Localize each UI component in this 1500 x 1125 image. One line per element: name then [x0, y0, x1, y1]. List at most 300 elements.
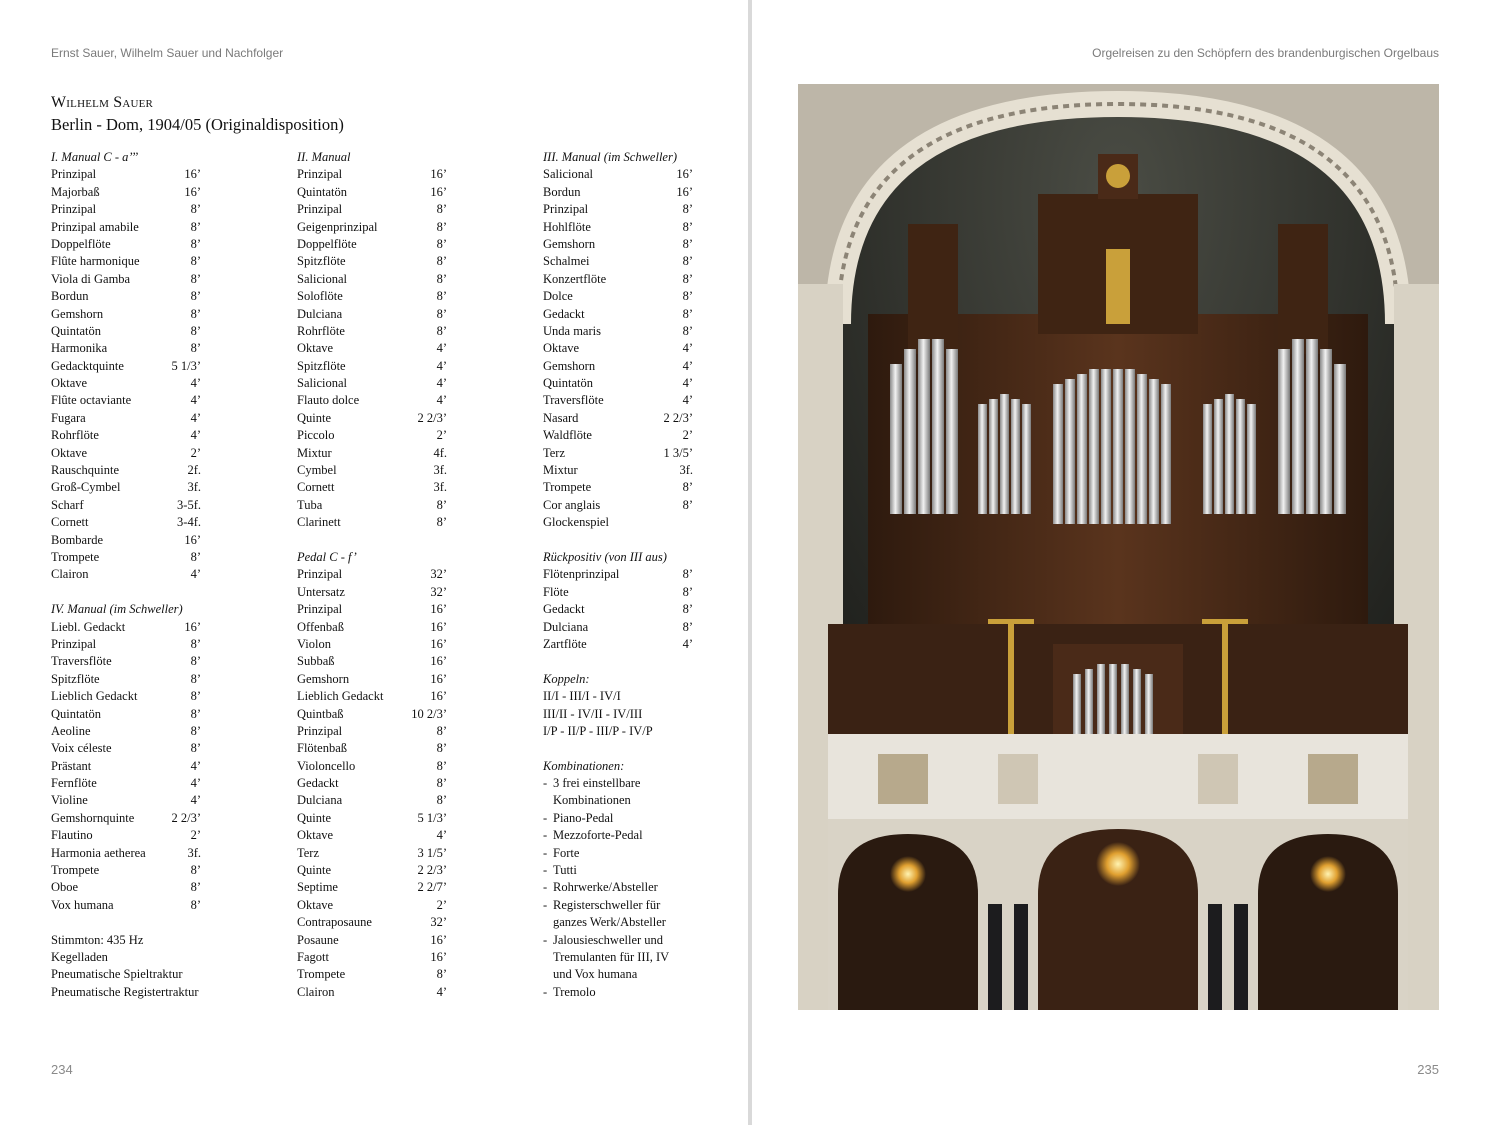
stop-row [543, 236, 693, 253]
pipe [946, 349, 958, 514]
stop-pitch: 4’ [436, 341, 447, 356]
manual-4-stops [51, 619, 201, 915]
stop-name: Zartflöte [543, 636, 587, 651]
stop-pitch: 8’ [190, 723, 201, 738]
pedal-title: Pedal C - f’ [297, 549, 357, 564]
stop-name: Posaune [297, 932, 339, 947]
stop-pitch: 8’ [190, 897, 201, 912]
stop-name: Quintatön [51, 706, 101, 721]
stop-row [543, 392, 693, 409]
kombinationen-title: Kombinationen: [543, 758, 625, 773]
stop-pitch: 16’ [676, 167, 693, 182]
stop-name: Flautino [51, 828, 93, 843]
marble-panel [878, 754, 928, 804]
pipe [918, 339, 930, 514]
pedal-stops [297, 566, 447, 1001]
stop-row [51, 375, 201, 392]
stop-pitch: 4’ [190, 393, 201, 408]
stop-pitch: 16’ [430, 932, 447, 947]
koppeln-title: Koppeln: [543, 671, 590, 686]
stop-name: Prinzipal [297, 567, 343, 582]
stop-pitch: 4’ [682, 358, 693, 373]
combination-text: Kombinationen [553, 793, 631, 808]
stop-row [297, 827, 447, 844]
stop-name: Doppelflöte [297, 236, 357, 251]
stop-name: Clarinett [297, 515, 341, 530]
stop-row [51, 671, 201, 688]
stop-pitch: 4f. [433, 445, 447, 460]
pipe [1125, 369, 1135, 524]
stop-row [543, 340, 693, 357]
stop-row [297, 219, 447, 236]
stop-pitch: 8’ [682, 323, 693, 338]
stop-pitch: 2 2/3’ [663, 410, 693, 425]
stop-pitch: 1 3/5’ [663, 445, 693, 460]
stop-name: Gemshorn [543, 236, 596, 251]
stop-pitch: 8’ [682, 289, 693, 304]
combination-line [543, 810, 693, 827]
stop-name: Quintatön [543, 376, 593, 391]
stop-row [51, 723, 201, 740]
stop-pitch: 4’ [436, 376, 447, 391]
column-1 [51, 149, 201, 1001]
page-number-left: 234 [51, 1062, 73, 1077]
combination-line [543, 897, 693, 914]
stop-row [297, 201, 447, 218]
pipe [1101, 369, 1111, 524]
stop-pitch: 8’ [436, 758, 447, 773]
stop-row [51, 253, 201, 270]
stop-name: Flûte harmonique [51, 254, 140, 269]
stop-pitch: 8’ [436, 202, 447, 217]
kombinationen-lines [543, 775, 693, 1001]
stop-name: Liebl. Gedackt [51, 619, 126, 634]
stop-pitch: 8’ [436, 306, 447, 321]
text-line: Stimmton: 435 Hz [51, 932, 144, 947]
column-dark [1234, 904, 1248, 1010]
combination-line [543, 845, 693, 862]
stop-row [297, 810, 447, 827]
pipe [1053, 384, 1063, 524]
stop-name: Clairon [297, 984, 335, 999]
stop-name: Vox humana [51, 897, 114, 912]
stop-pitch: 8’ [436, 741, 447, 756]
stop-pitch: 8’ [436, 723, 447, 738]
stop-name: Dulciana [297, 306, 343, 321]
stop-name: Oktave [297, 341, 334, 356]
spacer [51, 584, 201, 601]
stop-name: Dolce [543, 289, 573, 304]
list-dash [543, 792, 553, 809]
page-number-right: 235 [1417, 1062, 1439, 1077]
stop-pitch: 16’ [430, 167, 447, 182]
stop-pitch: 3-5f. [177, 497, 201, 512]
stop-name: Scharf [51, 497, 84, 512]
stop-pitch: 8’ [436, 967, 447, 982]
stop-row [543, 619, 693, 636]
stop-name: Fugara [51, 410, 86, 425]
stop-name: Spitzflöte [51, 671, 100, 686]
stop-name: Spitzflöte [297, 254, 346, 269]
list-dash: - [543, 828, 548, 843]
stop-row [51, 219, 201, 236]
stop-pitch: 8’ [682, 254, 693, 269]
stop-row [51, 271, 201, 288]
combination-text: Tremolo [553, 984, 596, 999]
stop-row [543, 462, 693, 479]
stop-name: Konzertflöte [543, 271, 607, 286]
stop-name: Harmonia aetherea [51, 845, 146, 860]
stop-name: Cymbel [297, 463, 337, 478]
combination-text: 3 frei einstellbare [553, 776, 641, 791]
pipe [890, 364, 902, 514]
stop-pitch: 3f. [679, 463, 693, 478]
stop-pitch: 8’ [436, 515, 447, 530]
stop-row [51, 323, 201, 340]
stop-pitch: 8’ [190, 219, 201, 234]
combination-text: ganzes Werk/Absteller [553, 915, 666, 930]
pipe [1247, 404, 1256, 514]
stop-name: Prinzipal [297, 167, 343, 182]
stop-name: Salicional [297, 271, 347, 286]
stop-name: Doppelflöte [51, 236, 111, 251]
stop-name: Quinte [297, 810, 332, 825]
stop-name: Waldflöte [543, 428, 592, 443]
stop-row [543, 184, 693, 201]
pipe [989, 399, 998, 514]
stop-pitch: 8’ [436, 236, 447, 251]
stop-pitch: 8’ [682, 584, 693, 599]
stop-pitch: 16’ [184, 532, 201, 547]
pipe [1278, 349, 1290, 514]
stop-pitch: 8’ [190, 306, 201, 321]
text-line: Pneumatische Spieltraktur [51, 967, 183, 982]
stop-pitch: 4’ [682, 393, 693, 408]
stop-pitch: 8’ [190, 202, 201, 217]
stop-row [51, 810, 201, 827]
column-3 [543, 149, 693, 1001]
stop-row [543, 601, 693, 618]
stop-name: Oboe [51, 880, 79, 895]
manual-3-stops [543, 166, 693, 531]
candelabra-arm [1202, 619, 1248, 624]
stop-row [51, 184, 201, 201]
stop-name: Prinzipal [297, 602, 343, 617]
stop-name: Fernflöte [51, 776, 97, 791]
stop-row [51, 862, 201, 879]
stop-row [51, 653, 201, 670]
manual-2-stops [297, 166, 447, 531]
pipe [1149, 379, 1159, 524]
stop-pitch: 8’ [682, 602, 693, 617]
stop-row [297, 392, 447, 409]
stop-pitch: 16’ [430, 602, 447, 617]
stop-row [543, 497, 693, 514]
organ-builder: Wilhelm Sauer [51, 94, 154, 111]
pipe [1137, 374, 1147, 524]
stop-row [543, 166, 693, 183]
stop-name: Glockenspiel [543, 515, 609, 530]
list-dash [543, 914, 553, 931]
pipe [1022, 404, 1031, 514]
stop-row [543, 427, 693, 444]
stop-name: Salicional [297, 376, 347, 391]
stop-name: Subbaß [297, 654, 335, 669]
pipe [1225, 394, 1234, 514]
stop-row [297, 445, 447, 462]
combination-line [543, 775, 693, 792]
stop-name: Violoncello [297, 758, 356, 773]
stop-pitch: 16’ [676, 184, 693, 199]
rueckpositiv-stops [543, 566, 693, 653]
pipe [1065, 379, 1075, 524]
stop-row [51, 706, 201, 723]
stop-row [51, 879, 201, 896]
stop-row [543, 445, 693, 462]
stop-row [51, 688, 201, 705]
stop-pitch: 5 1/3’ [171, 358, 201, 373]
stop-row [297, 271, 447, 288]
stop-name: Quintatön [51, 323, 101, 338]
stop-row [51, 166, 201, 183]
stop-pitch: 2 2/3’ [417, 863, 447, 878]
stop-name: Traversflöte [543, 393, 604, 408]
combination-line [543, 862, 693, 879]
stop-row [297, 427, 447, 444]
stop-row [51, 479, 201, 496]
stop-pitch: 16’ [430, 636, 447, 651]
stop-name: Flauto dolce [297, 393, 360, 408]
stop-row [51, 201, 201, 218]
pipe [1089, 369, 1099, 524]
stop-row [51, 340, 201, 357]
stop-name: Cornett [297, 480, 335, 495]
stop-row [543, 271, 693, 288]
combination-line [543, 827, 693, 844]
stop-pitch: 8’ [190, 706, 201, 721]
manual-2-title: II. Manual [297, 150, 351, 164]
stop-row [297, 688, 447, 705]
list-dash: - [543, 776, 548, 791]
stop-pitch: 8’ [682, 219, 693, 234]
stop-pitch: 8’ [682, 480, 693, 495]
stop-row [297, 236, 447, 253]
marble-panel [1198, 754, 1238, 804]
stop-name: Nasard [543, 410, 579, 425]
stop-name: Septime [297, 880, 338, 895]
pipe [1236, 399, 1245, 514]
stop-row [297, 792, 447, 809]
list-dash: - [543, 863, 548, 878]
stop-row [51, 236, 201, 253]
stop-pitch: 2’ [436, 428, 447, 443]
pipe [1292, 339, 1304, 514]
stop-name: Rohrflöte [297, 323, 345, 338]
stop-pitch: 16’ [430, 654, 447, 669]
stop-name: Hohlflöte [543, 219, 591, 234]
stop-name: Traversflöte [51, 654, 112, 669]
chandelier-left [890, 856, 926, 892]
stop-row [543, 410, 693, 427]
stop-name: Quintbaß [297, 706, 344, 721]
stop-row [51, 619, 201, 636]
stop-row [51, 845, 201, 862]
list-dash [543, 949, 553, 966]
stop-name: Untersatz [297, 584, 345, 599]
chandelier-center [1096, 842, 1140, 886]
stop-pitch: 32’ [430, 567, 447, 582]
stop-name: Flöte [543, 584, 569, 599]
stop-pitch: 16’ [184, 167, 201, 182]
stop-name: Rohrflöte [51, 428, 99, 443]
stop-row [543, 201, 693, 218]
chandelier-right [1310, 856, 1346, 892]
stop-row [543, 253, 693, 270]
column-dark [988, 904, 1002, 1010]
stop-name: Dulciana [297, 793, 343, 808]
organ-title: Berlin - Dom, 1904/05 (Originaldisposition) [51, 115, 344, 134]
stop-row [543, 323, 693, 340]
stop-name: Gemshorn [51, 306, 104, 321]
stop-name: Quintatön [297, 184, 347, 199]
stop-row [297, 497, 447, 514]
stop-row [51, 792, 201, 809]
stop-name: Prinzipal [51, 636, 97, 651]
stop-name: Gemshorn [297, 671, 350, 686]
stop-row [51, 549, 201, 566]
stop-row [543, 219, 693, 236]
stop-pitch: 8’ [436, 497, 447, 512]
pipe [1203, 404, 1212, 514]
stop-row [51, 288, 201, 305]
stop-name: Offenbaß [297, 619, 344, 634]
stop-row [297, 288, 447, 305]
stop-row [51, 740, 201, 757]
stop-name: Quinte [297, 410, 332, 425]
stop-pitch: 16’ [430, 949, 447, 964]
stop-pitch: 8’ [190, 863, 201, 878]
text-line: II/I - III/I - IV/I [543, 689, 621, 704]
stop-row [543, 358, 693, 375]
stop-row [297, 706, 447, 723]
stop-row [51, 514, 201, 531]
combination-line [543, 966, 693, 983]
stop-row [297, 862, 447, 879]
manual-4-title: IV. Manual (im Schweller) [51, 602, 183, 617]
stop-name: Salicional [543, 167, 593, 182]
stop-pitch: 3-4f. [177, 515, 201, 530]
stop-name: Flötenbaß [297, 741, 347, 756]
stop-row [51, 392, 201, 409]
stop-name: Geigenprinzipal [297, 219, 378, 234]
combination-line [543, 879, 693, 896]
stop-pitch: 4’ [436, 358, 447, 373]
list-dash: - [543, 845, 548, 860]
stop-pitch: 8’ [436, 219, 447, 234]
stop-name: Piccolo [297, 428, 335, 443]
stop-name: Prinzipal [51, 202, 97, 217]
stop-name: Bordun [51, 289, 89, 304]
stop-pitch: 4’ [682, 636, 693, 651]
marble-panel [998, 754, 1038, 804]
stop-pitch: 5 1/3’ [417, 810, 447, 825]
stop-row [543, 479, 693, 496]
stop-name: Flötenprinzipal [543, 567, 620, 582]
stop-pitch: 8’ [436, 776, 447, 791]
stop-name: Harmonika [51, 341, 108, 356]
stop-pitch: 8’ [682, 271, 693, 286]
stop-name: Oktave [51, 376, 88, 391]
stop-row [297, 462, 447, 479]
stop-name: Flûte octaviante [51, 393, 132, 408]
left-page [0, 0, 748, 1125]
stop-row [297, 323, 447, 340]
stop-name: Prinzipal [297, 723, 343, 738]
stop-name: Gedackt [543, 602, 585, 617]
stop-pitch: 4’ [436, 393, 447, 408]
stop-name: Gedacktquinte [51, 358, 124, 373]
stop-name: Fagott [297, 949, 329, 964]
stop-pitch: 4’ [682, 341, 693, 356]
list-dash: - [543, 984, 548, 999]
stop-row [297, 914, 447, 931]
stop-row [297, 601, 447, 618]
stop-pitch: 16’ [430, 689, 447, 704]
stop-name: Prinzipal [297, 202, 343, 217]
stop-name: Cornett [51, 515, 89, 530]
stop-row [51, 636, 201, 653]
manual-1-stops [51, 166, 201, 583]
right-tower-top [1278, 224, 1328, 354]
stop-pitch: 3f. [433, 463, 447, 478]
stop-row [297, 897, 447, 914]
stop-row [297, 253, 447, 270]
stop-name: Viola di Gamba [51, 271, 131, 286]
stop-pitch: 8’ [190, 880, 201, 895]
stop-name: Tuba [297, 497, 323, 512]
pipe [1113, 369, 1123, 524]
stop-name: Lieblich Gedackt [297, 689, 384, 704]
stop-row [297, 479, 447, 496]
stop-row [51, 462, 201, 479]
stop-name: Quinte [297, 863, 332, 878]
stop-row [297, 758, 447, 775]
stop-pitch: 2’ [682, 428, 693, 443]
stop-pitch: 2 2/3’ [171, 810, 201, 825]
stop-name: Terz [297, 845, 320, 860]
stop-row [297, 306, 447, 323]
stop-row [543, 288, 693, 305]
stop-pitch: 32’ [430, 584, 447, 599]
pipe [1306, 339, 1318, 514]
stop-pitch: 8’ [190, 236, 201, 251]
stop-pitch: 16’ [184, 184, 201, 199]
stop-row [297, 932, 447, 949]
stop-name: Clairon [51, 567, 89, 582]
column-dark [1208, 904, 1222, 1010]
stop-name: Mixtur [543, 463, 578, 478]
pipe [978, 404, 987, 514]
stop-row [297, 375, 447, 392]
stop-pitch: 8’ [190, 671, 201, 686]
stop-name: Gedackt [543, 306, 585, 321]
stop-row [51, 566, 201, 583]
pipe [932, 339, 944, 514]
combination-text: Forte [553, 845, 580, 860]
marble-panel [1308, 754, 1358, 804]
stop-name: Contraposaune [297, 915, 372, 930]
stop-row [297, 845, 447, 862]
